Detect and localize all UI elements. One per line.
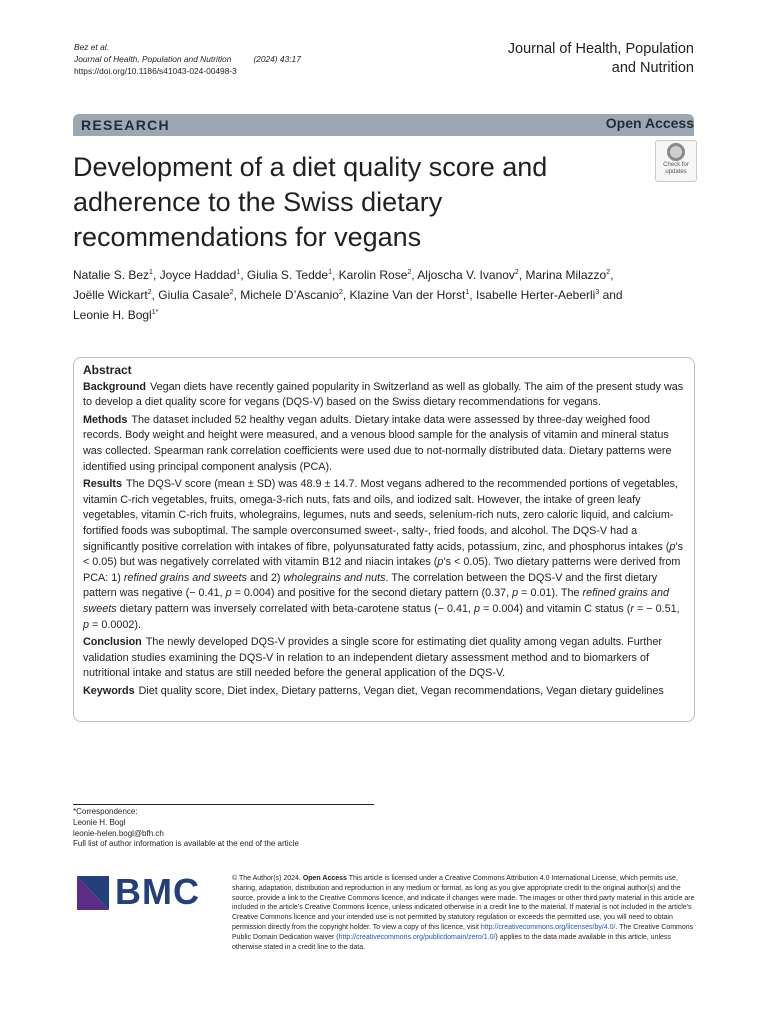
license-notice: © The Author(s) 2024. Open Access This article is licensed under a Creative Commons Attribution 4.0 International License, which permits use, sharing, adaptation, distribution and reproduction in any medium or format, as long as you give appropriate credit to the original author(s) and the source, provide a link to the Creative Commons licence, and indicate if changes were made. The images or other third party material in this article are included in the article’s Creative Commons licence, unless indicated otherwise in a credit line to the material. If material is not included in the article’s Creative Commons licence and your intended use is not permitted by statutory regulation or exceeds the permitted use, you will need to obtain permission directly from the copyright holder. To view a copy of this licence, visit http://creativecommons.org/licenses/by/4.0/. The Creative Commons Public Domain Dedication waiver (http://creativecommons.org/publicdomain/zero/1.0/) applies to the data made available in this article, unless otherwise stated in a credit line to the data. [232,875,695,951]
journal-name-line1: Journal of Health, Population [507,41,694,57]
bmc-logo-text: BMC [115,871,200,912]
running-header-citation [74,41,301,77]
bmc-logo [77,871,213,912]
journal-name [508,40,694,78]
header-authors: Bez et al. [74,42,109,52]
abstract-heading: Abstract [83,363,132,377]
public-domain-link[interactable]: http://creativecommons.org/publicdomain/zero/1.0/ [338,933,496,941]
author-name: Isabelle Herter‑Aeberli [475,288,596,302]
abstract-conclusion: Conclusion The newly developed DQS-V provides a single score for estimating diet quality among vegan adults. Further validation studies examining the DQS-V in relation to an independent dietary assessment method and to biomarkers of nutritional intake and status are still needed before the general application of the DQS-V. [83,636,662,680]
author-name: Joëlle Wickart [73,288,148,302]
section-label: RESEARCH [81,117,170,133]
check-updates-icon [667,143,685,161]
author-info-note: Full list of author information is available at the end of the article [73,839,299,849]
correspondence-block [73,807,299,850]
section-bar [73,114,694,136]
license-link[interactable]: http://creativecommons.org/licenses/by/4.0/ [480,923,616,931]
open-access-label: Open Access [605,115,694,131]
header-year-volume: (2024) 43:17 [253,54,301,64]
author-name: Karolin Rose [338,268,408,282]
author-list: Natalie S. Bez$^1$, Joyce Haddad$^1$, Giulia S. Tedde$^1$, Karolin Rose$^2$, Aljoscha V. Ivanov$^2$, Marina Milazzo$^2$, Joëlle Wickart$^2$, Giulia Casale$^2$, Michele D’Ascanio$^2$, Klazine Van der Horst$^1$, Isabelle Herter‑Aeberli$^3$ and Leonie H. Bogl$^{1*}$ [73,268,623,322]
author-name: Michele D’Ascanio [240,288,339,302]
footnote-rule [73,804,374,805]
author-name: Aljoscha V. Ivanov [417,268,515,282]
correspondence-label: *Correspondence: [73,807,138,816]
author-name: Giulia S. Tedde [246,268,329,282]
bmc-logo-mark-icon [77,876,109,910]
check-updates-line1: Check for [663,162,689,168]
abstract-keywords: Keywords Diet quality score, Diet index, Dietary patterns, Vegan diet, Vegan recommendations, Vegan dietary guidelines [83,684,664,697]
author-name: Giulia Casale [158,288,230,302]
author-name: Marina Milazzo [525,268,607,282]
author-name: Joyce Haddad [159,268,237,282]
header-journal: Journal of Health, Population and Nutrition [74,54,232,64]
correspondence-name: Leonie H. Bogl [73,817,126,827]
abstract-results: Results The DQS-V score (mean ± SD) was 48.9 ± 14.7. Most vegans adhered to the recommended portions of vegetables, vitamin C-rich vegetables, fruits, omega-3-rich nuts, fats and oils, and iodized salt. However, the intake of green leafy vegetables, vitamin C-rich fruits, wholegrains, legumes, nuts and seeds, selenium-rich nuts, zero caloric liquid, and calcium-fortified foods was suboptimal. The sample overconsumed sweet-, salty-, fried foods, and alcohol. The DQS-V had a significantly positive correlation with intakes of fibre, polyunsaturated fatty acids, potassium, zinc, and phosphorus intakes (p’s < 0.05) but was negatively correlated with vitamin B12 and niacin intakes (p’s < 0.05). Two dietary patterns were derived from PCA: 1) refined grains and sweets and 2) wholegrains and nuts. The correlation between the DQS-V and the first dietary pattern was negative (− 0.41, p = 0.004) and positive for the second dietary pattern (0.37, p = 0.01). The refined grains and sweets dietary pattern was inversely correlated with beta-carotene status (− 0.41, p = 0.004) and vitamin C status (r = − 0.51, p = 0.0002). [83,478,683,631]
author-name: Klazine Van der Horst [349,288,466,302]
abstract-background: Background Vegan diets have recently gained popularity in Switzerland as well as globally. The aim of the present study was to develop a diet quality score for vegans (DQS-V) based on the Swiss dietary recommendations for vegans. [83,380,684,409]
abstract-methods: Methods The dataset included 52 healthy vegan adults. Dietary intake data were assessed by three-day weighed food records. Body weight and height were measured, and a venous blood sample for the analysis of vitamin and mineral status was collected. Spearman rank correlation coefficients were used due to not-normally distributed data. Dietary patterns were identified using principal component analysis (PCA). [83,413,672,473]
correspondence-email-link[interactable]: leonie-helen.bogl@bfh.ch [73,828,164,838]
header-doi-link[interactable]: https://doi.org/10.1186/s41043-024-00498-3 [74,66,237,76]
author-name: Leonie H. Bogl [73,308,152,322]
check-for-updates-button[interactable] [655,140,697,182]
author-name: Natalie S. Bez [73,268,150,282]
check-updates-line2: updates [665,168,687,175]
abstract-box [73,357,695,722]
article-title: Development of a diet quality score and adherence to the Swiss dietary recommendations for vegans [73,152,548,252]
journal-name-line2: and Nutrition [611,60,694,76]
